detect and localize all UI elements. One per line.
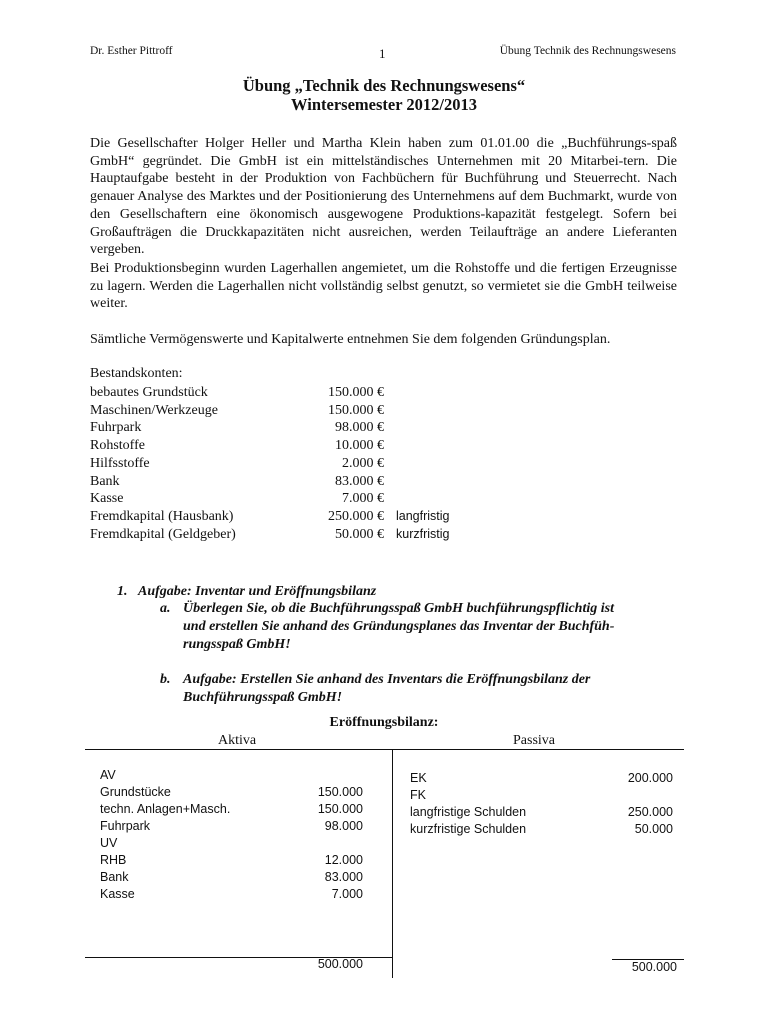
balance-title: Eröffnungsbilanz: [329,715,439,730]
account-value: 2.000 € [342,455,384,471]
account-name: Fuhrpark [90,420,142,436]
aktiva-row-value: 83.000 [324,870,363,884]
task-1a-line-1: Überlegen Sie, ob die Buchführungsspaß GmbH buchführungspflichtig ist [183,601,614,616]
account-value: 150.000 € [328,402,384,418]
header-course: Übung Technik des Rechnungswesens [499,45,676,57]
aktiva-row-value: 150.000 [317,785,363,799]
account-name: Fremdkapital (Hausbank) [90,508,234,524]
passiva-row-label: langfristige Schulden [410,805,527,819]
header-author: Dr. Esther Pittroff [90,45,173,57]
account-note: kurzfristig [396,526,450,541]
passiva-label: Passiva [513,733,555,748]
passiva-row-value: 50.000 [634,822,673,836]
account-note: langfristig [396,508,450,523]
passiva-row-label: EK [410,771,427,785]
aktiva-row-label: RHB [100,853,127,867]
aktiva-row-label: AV [100,768,116,782]
task-1a-label: a. [160,601,171,616]
t-account-divider [392,749,393,978]
task-1b-label: b. [160,672,171,687]
aktiva-row-label: UV [100,836,118,850]
account-name: Hilfsstoffe [90,455,150,471]
aktiva-label: Aktiva [218,733,257,748]
passiva-row-label: FK [410,788,426,802]
task-1a-line-2: und erstellen Sie anhand des Gründungsplanes das Inventar der Buchfüh- [183,619,615,634]
account-value: 7.000 € [342,491,384,507]
t-account-top-line [85,749,684,750]
task-1-title: Aufgabe: Inventar und Eröffnungsbilanz [138,584,377,599]
account-value: 98.000 € [335,420,384,436]
aktiva-row-value: 7.000 [331,887,363,901]
aktiva-row-label: Bank [100,870,129,884]
account-value: 50.000 € [335,526,384,542]
aktiva-row-label: Kasse [100,887,135,901]
task-1-number: 1. [117,584,128,599]
aktiva-row-value: 98.000 [324,819,363,833]
task-1b-line-1: Aufgabe: Erstellen Sie anhand des Inventars die Eröffnungsbilanz der [183,672,591,687]
account-value: 83.000 € [335,473,384,489]
aktiva-total: 500.000 [317,957,363,971]
task-1a-line-3: rungsspaß GmbH! [183,637,291,652]
task-1b-line-2: Buchführungsspaß GmbH! [183,690,343,705]
intro-paragraph-3: Sämtliche Vermögenswerte und Kapitalwerte entnehmen Sie dem folgenden Gründungsplan. [90,332,611,347]
aktiva-row-value: 150.000 [317,802,363,816]
account-name: Maschinen/Werkzeuge [90,402,218,418]
aktiva-row-value: 12.000 [324,853,363,867]
account-name: Rohstoffe [90,438,145,454]
account-name: Bank [90,473,120,489]
account-value: 150.000 € [328,385,384,400]
account-name: bebautes Grundstück [90,385,208,400]
page-number: 1 [379,46,386,61]
intro-paragraph-2: Bei Produktionsbeginn wurden Lagerhallen angemietet, um die Rohstoffe und die fertigen Erzeugnisse zu lagern. Werden die Lagerhallen nicht vollständig selbst genutzt, so vermietet sie die GmbH teilweise weiter. [90,261,677,312]
intro-paragraph-1: Die Gesellschafter Holger Heller und Martha Klein haben zum 01.01.00 die „Buchführungs-spaß GmbH“ gegründet. Die GmbH ist ein mittelständisches Unternehmen mit 20 Mitarbei-tern. Die Hauptaufgabe besteht in der Produktion von Fachbüchern für Buchführung und Steuerrecht. Nach genauer Analyse des Marktes und der Positionierung des Unternehmens auf dem Buchmarkt, wurde von den Gesellschaftern eine ökonomisch ausgewogene Produktions-kapazität festgelegt. Sofern bei Großaufträgen die Druckkapazitäten nicht ausreichen, werden Teilaufträge an andere Lieferanten vergeben. [90,136,677,258]
accounts-heading: Bestandskonten: [90,366,183,381]
passiva-total: 500.000 [631,960,677,974]
aktiva-row-label: techn. Anlagen+Masch. [100,802,231,816]
account-name: Kasse [90,491,124,507]
aktiva-row-label: Grundstücke [100,785,171,799]
passiva-row-value: 250.000 [627,805,673,819]
account-value: 250.000 € [328,508,384,524]
document-subtitle: Wintersemester 2012/2013 [291,95,477,114]
passiva-row-value: 200.000 [627,771,673,785]
passiva-row-label: kurzfristige Schulden [410,822,527,836]
account-value: 10.000 € [335,438,384,454]
aktiva-row-label: Fuhrpark [100,819,151,833]
account-name: Fremdkapital (Geldgeber) [90,526,236,542]
document-title: Übung „Technik des Rechnungswesens“ [242,76,526,95]
